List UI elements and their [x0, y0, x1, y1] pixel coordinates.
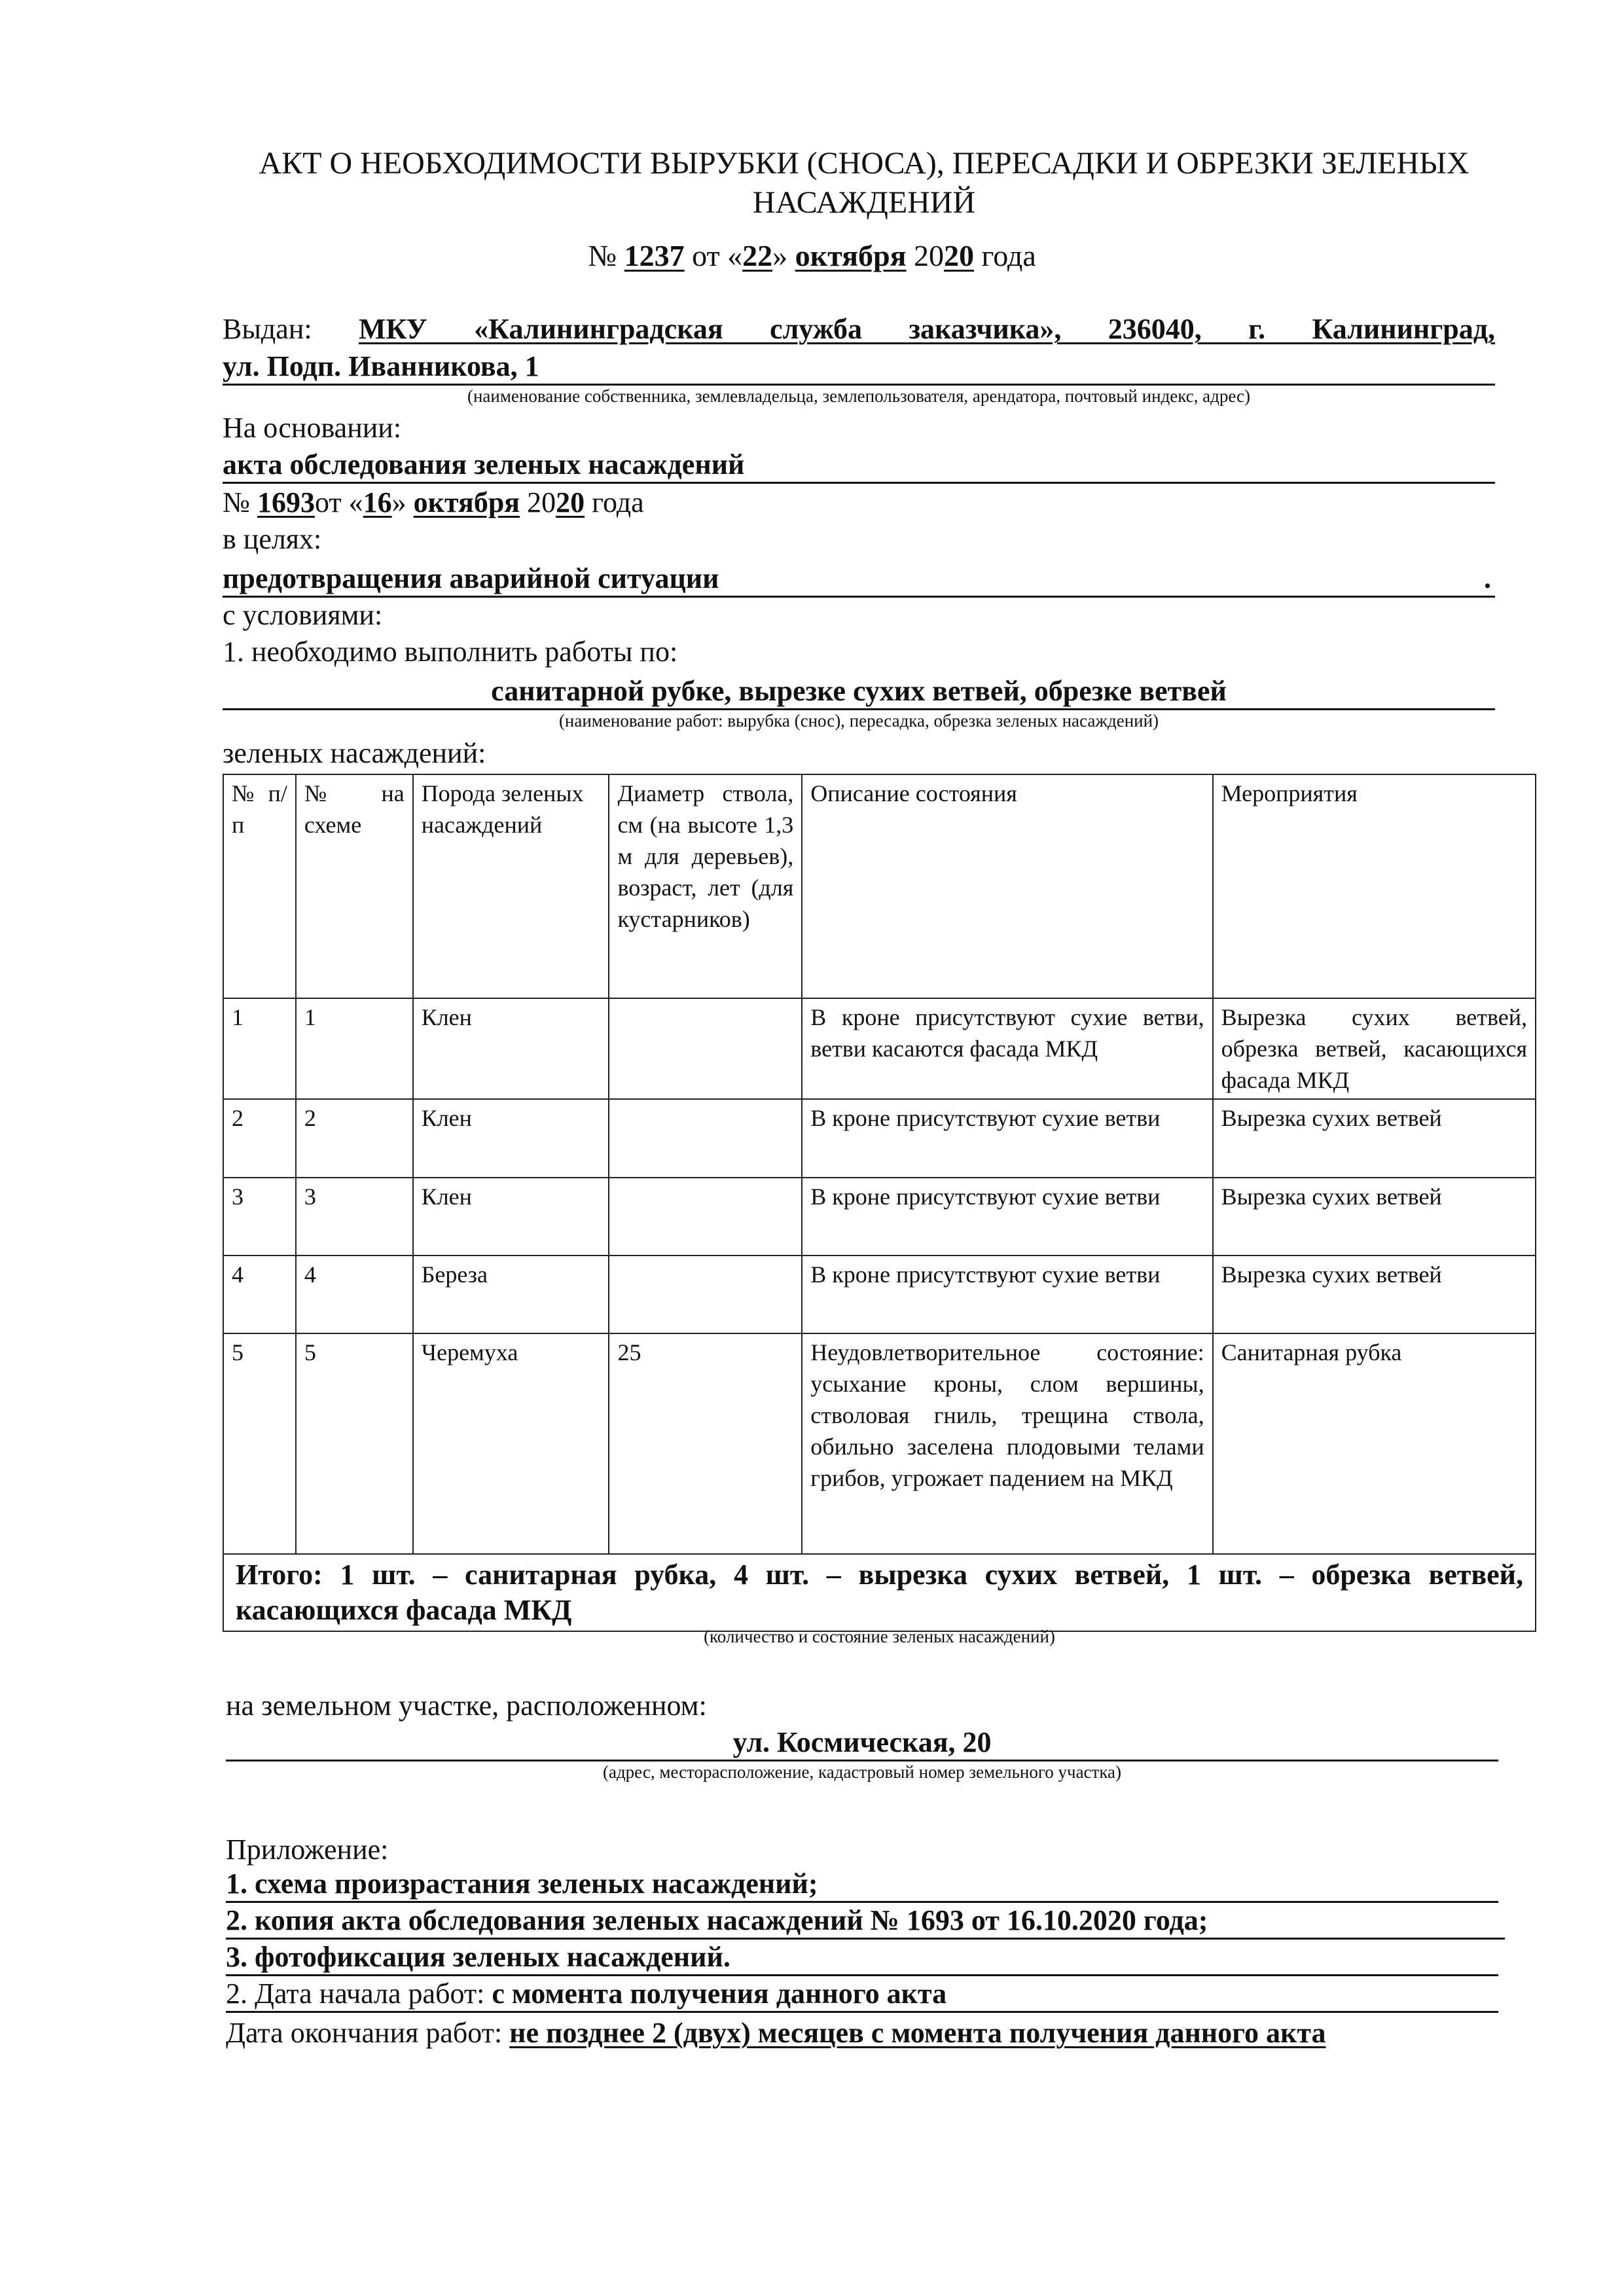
table-row — [223, 998, 1536, 1099]
end-date-label: Дата окончания работ: — [226, 2017, 503, 2049]
cell-condition: В кроне присутствуют сухие ветви — [802, 1178, 1212, 1256]
cell-measures: Вырезка сухих ветвей — [1213, 1099, 1536, 1178]
basis-number-line — [223, 486, 644, 520]
basis-value: акта обследования зеленых насаждений — [223, 448, 1495, 484]
cell-index: 3 — [223, 1178, 296, 1256]
act-number: 1237 — [624, 239, 685, 272]
cell-species: Клен — [413, 998, 609, 1099]
act-number-line: № 1237 от «22» октября 2020 года — [588, 239, 1036, 272]
table-header-row — [223, 774, 1536, 998]
cell-condition: Неудовлетворительное состояние: усыхание кроны, слом вершины, стволовая гниль, трещина ствола, обильно заселена плодовыми телами грибов, угрожает падением на МКД — [802, 1333, 1212, 1554]
table-row — [223, 1333, 1536, 1554]
basis-month: октября — [413, 486, 520, 518]
cell-index: 4 — [223, 1256, 296, 1333]
cell-index: 2 — [223, 1099, 296, 1178]
table-row — [223, 1256, 1536, 1333]
cell-scheme-no: 3 — [296, 1178, 413, 1256]
basis-label: На основании: — [223, 412, 402, 444]
cell-scheme-no: 1 — [296, 998, 413, 1099]
header-cell: Порода зеленых насаждений — [413, 774, 609, 998]
cell-diameter — [609, 1256, 802, 1333]
act-year: 20 — [944, 239, 975, 272]
no-label: № — [588, 239, 617, 272]
table-row — [223, 1099, 1536, 1178]
start-date-line — [226, 1977, 1498, 2013]
act-month: октября — [795, 239, 907, 272]
purpose-value — [223, 562, 1495, 598]
issued-line-2: ул. Подп. Иванникова, 1 — [223, 350, 1495, 386]
cell-diameter: 25 — [609, 1333, 802, 1554]
cell-measures: Санитарная рубка — [1213, 1333, 1536, 1554]
appendix-item: 1. схема произрастания зеленых насаждений; — [226, 1867, 1498, 1903]
cell-species: Береза — [413, 1256, 609, 1333]
header-cell: № на схеме — [296, 774, 413, 998]
cell-measures: Вырезка сухих ветвей — [1213, 1178, 1536, 1256]
trees-label: зеленых насаждений: — [223, 737, 486, 769]
header-cell: № п/п — [223, 774, 296, 998]
total-cell: Итого: 1 шт. – санитарная рубка, 4 шт. – вырезка сухих ветвей, 1 шт. – обрезка ветвей, касающихся фасада МКД — [223, 1554, 1536, 1631]
issued-caption: (наименование собственника, землевладельца, землепользователя, арендатора, почтовый индекс, адрес) — [467, 386, 1251, 406]
conditions-item-1: 1. необходимо выполнить работы по: — [223, 636, 678, 668]
quote-close: » — [391, 486, 406, 518]
cell-diameter — [609, 1178, 802, 1256]
cell-scheme-no: 2 — [296, 1099, 413, 1178]
cell-index: 1 — [223, 998, 296, 1099]
year-prefix: 20 — [914, 239, 945, 272]
purpose-label: в целях: — [223, 523, 322, 555]
end-date-line — [226, 2016, 1326, 2050]
cell-measures: Вырезка сухих ветвей — [1213, 1256, 1536, 1333]
cell-diameter — [609, 1099, 802, 1178]
cell-index: 5 — [223, 1333, 296, 1554]
basis-year: 20 — [556, 486, 585, 518]
from-label: от « — [314, 486, 363, 518]
basis-day: 16 — [363, 486, 392, 518]
year-suffix: года — [592, 486, 644, 518]
appendix-label: Приложение: — [226, 1834, 389, 1866]
purpose-end: . — [1484, 562, 1491, 594]
year-suffix: года — [981, 239, 1036, 272]
purpose-text: предотвращения аварийной ситуации — [223, 562, 719, 594]
table-total-row — [223, 1554, 1536, 1631]
cell-species: Черемуха — [413, 1333, 609, 1554]
cell-measures: Вырезка сухих ветвей, обрезка ветвей, касающихся фасада МКД — [1213, 998, 1536, 1099]
trees-table — [223, 774, 1536, 1632]
location-label: на земельном участке, расположенном: — [226, 1690, 707, 1722]
issued-line-1 — [223, 312, 1495, 346]
location-caption: (адрес, месторасположение, кадастровый номер земельного участка) — [602, 1762, 1122, 1782]
start-date-value: с момента получения данного акта — [492, 1978, 947, 2010]
cell-condition: В кроне присутствуют сухие ветви — [802, 1099, 1212, 1178]
cell-condition: В кроне присутствуют сухие ветви — [802, 1256, 1212, 1333]
from-label: от — [692, 239, 720, 272]
cell-scheme-no: 4 — [296, 1256, 413, 1333]
issued-value: МКУ «Калининградская служба заказчика», 236040, г. Калининград, — [358, 313, 1495, 345]
cell-species: Клен — [413, 1178, 609, 1256]
works-caption: (наименование работ: вырубка (снос), пересадка, обрезка зеленых насаждений) — [558, 711, 1159, 731]
works-value: санитарной рубке, вырезке сухих ветвей, обрезке ветвей — [223, 674, 1495, 710]
cell-diameter — [609, 998, 802, 1099]
table-row — [223, 1178, 1536, 1256]
issued-label: Выдан: — [223, 313, 312, 345]
no-label: № — [223, 486, 250, 518]
document-title: АКТ О НЕОБХОДИМОСТИ ВЫРУБКИ (СНОСА), ПЕРЕСАДКИ И ОБРЕЗКИ ЗЕЛЕНЫХ НАСАЖДЕНИЙ — [259, 146, 1470, 220]
start-date-label: 2. Дата начала работ: — [226, 1978, 485, 2010]
year-prefix: 20 — [527, 486, 556, 518]
cell-species: Клен — [413, 1099, 609, 1178]
table-caption: (количество и состояние зеленых насаждений) — [704, 1627, 1055, 1646]
conditions-label: с условиями: — [223, 599, 383, 631]
header-cell: Описание состояния — [802, 774, 1212, 998]
cell-condition: В кроне присутствуют сухие ветви, ветви касаются фасада МКД — [802, 998, 1212, 1099]
act-day: 22 — [742, 239, 773, 272]
appendix-item: 3. фотофиксация зеленых насаждений. — [226, 1940, 1498, 1976]
location-value: ул. Космическая, 20 — [226, 1726, 1498, 1762]
appendix-item: 2. копия акта обследования зеленых насаждений № 1693 от 16.10.2020 года; — [226, 1904, 1505, 1940]
end-date-value: не позднее 2 (двух) месяцев с момента получения данного акта — [509, 2017, 1326, 2049]
cell-scheme-no: 5 — [296, 1333, 413, 1554]
header-cell: Диаметр ствола, см (на высоте 1,3 м для деревьев), возраст, лет (для кустарников) — [609, 774, 802, 998]
header-cell: Мероприятия — [1213, 774, 1536, 998]
basis-number: 1693 — [257, 486, 315, 518]
